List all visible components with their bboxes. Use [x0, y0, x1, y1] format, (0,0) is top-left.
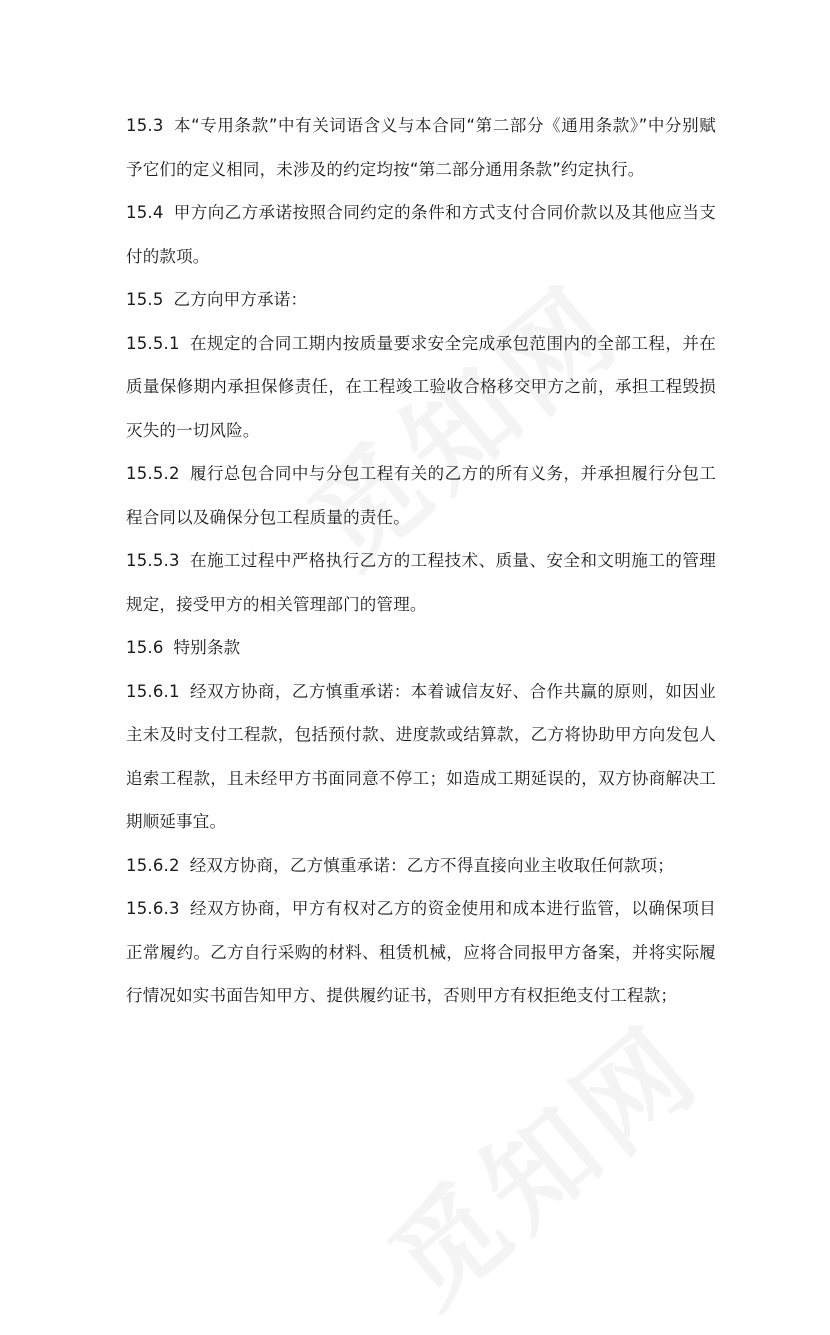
- watermark: [351, 983, 728, 1335]
- clause-15-4: [126, 191, 716, 278]
- clause-number: 15.3: [126, 116, 164, 135]
- clause-15-6: [126, 626, 716, 670]
- clause-number: 15.6: [126, 638, 164, 657]
- clause-text: 在施工过程中严格执行乙方的工程技术、质量、安全和文明施工的管理规定，接受甲方的相关管理部门的管理。: [126, 551, 716, 614]
- clause-number: 15.5: [126, 290, 164, 309]
- clause-15-5-3: [126, 539, 716, 626]
- clause-text: 履行总包合同中与分包工程有关的乙方的所有义务，并承担履行分包工程合同以及确保分包工程质量的责任。: [126, 464, 716, 527]
- clause-15-6-3: [126, 887, 716, 1018]
- clause-number: 15.6.3: [126, 899, 180, 918]
- clause-text: 本“专用条款”中有关词语含义与本合同“第二部分《通用条款》”中分别赋予它们的定义相同，未涉及的约定均按“第二部分通用条款”约定执行。: [126, 116, 716, 179]
- clause-number: 15.4: [126, 203, 164, 222]
- clause-15-6-2: [126, 844, 716, 888]
- clause-text: 甲方向乙方承诺按照合同约定的条件和方式支付合同价款以及其他应当支付的款项。: [126, 203, 716, 266]
- clause-text: 乙方向甲方承诺：: [173, 290, 308, 309]
- clause-15-6-1: [126, 670, 716, 844]
- clause-number: 15.6.1: [126, 681, 180, 701]
- clause-number: 15.5.2: [126, 464, 180, 483]
- clause-text: 经双方协商，乙方慎重承诺：本着诚信友好、合作共赢的原则，如因业主未及时支付工程款，包括预付款、进度款或结算款，乙方将协助甲方向发包人追索工程款，且未经甲方书面同意不停工；如造成工期延误的，双方协商解决工期顺延事宜。: [126, 681, 716, 831]
- clause-number: 15.6.2: [126, 855, 180, 875]
- clause-number: 15.5.1: [126, 333, 180, 353]
- clause-number: 15.5.3: [126, 551, 180, 570]
- contract-body: [126, 104, 716, 1018]
- clause-15-5-1: [126, 322, 716, 453]
- clause-15-3: [126, 104, 716, 191]
- clause-text: 在规定的合同工期内按质量要求安全完成承包范围内的全部工程，并在质量保修期内承担保修责任，在工程竣工验收合格移交甲方之前，承担工程毁损灭失的一切风险。: [126, 333, 716, 440]
- clause-text: 经双方协商，乙方慎重承诺：乙方不得直接向业主收取任何款项；: [189, 855, 674, 875]
- clause-text: 经双方协商，甲方有权对乙方的资金使用和成本进行监管，以确保项目正常履约。乙方自行采购的材料、租赁机械，应将合同报甲方备案，并将实际履行情况如实书面告知甲方、提供履约证书，否则甲方有权拒绝支付工程款；: [126, 899, 716, 1005]
- clause-15-5-2: [126, 452, 716, 539]
- clause-15-5: [126, 278, 716, 322]
- clause-text: 特别条款: [173, 638, 241, 657]
